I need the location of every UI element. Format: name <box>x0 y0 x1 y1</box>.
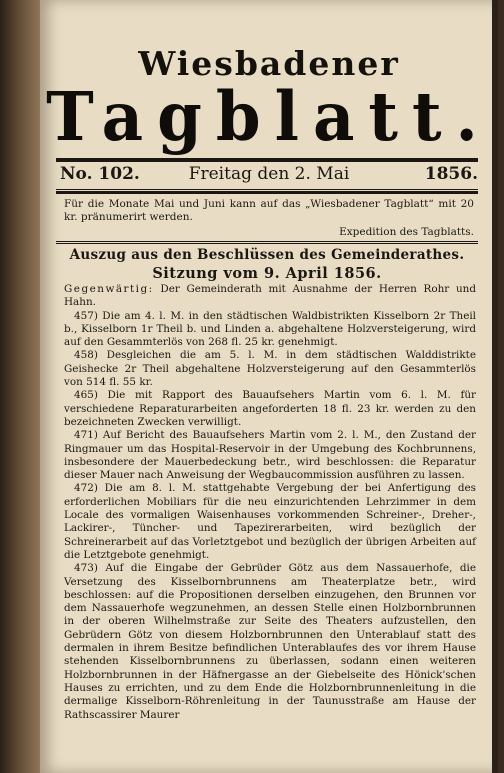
rule-issue <box>56 191 478 194</box>
resolution-465: 465) Die mit Rapport des Bauaufsehers Martin vom 6. l. M. für verschiedene Reparaturarbeiten angeforderten 18 fl. 23 kr. werden zu den bezeichneten Zwecken verwilligt. <box>64 389 476 428</box>
section-title: Auszug aus den Beschlüssen des Gemeinderathes. <box>69 247 465 263</box>
resolution-472: 472) Die am 8. l. M. stattgehabte Vergebung der bei Anfertigung des erforderlichen Mobiliars für die neu einzurichtenden Lehrzimmer in dem Locale des vormaligen Waisenhauses vorkommenden Schreiner-, Dreher-, Lackirer-, Tüncher- und Tapezirerarbeiten, wird bezüglich der Schreinerarbeit auf das Vorletztgebot und bezüglich der übrigen Arbeiten auf die Letztgebote genehmigt. <box>64 482 476 561</box>
issue-year: 1856. <box>424 164 478 184</box>
newspaper-page <box>40 0 498 773</box>
rule-issue-thin <box>56 189 478 190</box>
attendance-text: Der Gemeinderath mit Ausnahme der Herren Rohr und Hahn. <box>64 283 476 309</box>
notice-text: Für die Monate Mai und Juni kann auf das „Wiesbadener Tagblatt“ mit 20 kr. pränumerirt werden. <box>64 198 474 223</box>
resolution-457: 457) Die am 4. l. M. in den städtischen Waldbistrikten Kisselborn 2r Theil b., Kisselborn 1r Theil b. und Linden a. abgehaltene Holzversteigerung, wird auf den Gesammterlös von 268 fl. 25 kr. genehmigt. <box>64 309 476 349</box>
issue-number: No. 102. <box>60 164 140 184</box>
resolution-473: 473) Auf die Eingabe der Gebrüder Götz aus dem Nassauerhofe, die Versetzung des Kisselbornbrunnens am Theaterplatze betr., wird beschlossen: auf die Propositionen derselben einzugehen, den Brunnen vor dem Nassauerhofe wegzunehmen, an dessen Stelle einen Holzbornbrunnen in der oberen Wilhelmstraße zur Seite des Theaters aufzustellen, den Gebrüdern Götz von diesem Holzbornbrunnen den Unterablauf statt des dermalen in ihrem Besitze befindlichen Unterablaufes des vor ihrem Hause stehenden Kisselbornbrunnens zu überlassen, sodann einen weiteren Holzbornbrunnen in der Häfnergasse an der Giebelseite des Hönick'schen Hauses zu errichten, und zu dem Ende die Holzbornbrunnenleitung in die dermalige Kisselborn-Röhrenleitung in der Taunusstraße am Hause der Rathscassirer Maurer <box>64 562 476 721</box>
section-subtitle: Sitzung vom 9. April 1856. <box>152 265 382 282</box>
rule-section <box>56 241 478 242</box>
notice-signature: Expedition des Tagblatts. <box>339 226 474 238</box>
masthead-title: Tagblatt. <box>46 78 492 157</box>
masthead-city: Wiesbadener <box>138 44 400 83</box>
attendance-paragraph <box>64 283 476 310</box>
issue-date: Freitag den 2. Mai <box>188 164 350 184</box>
issue-line <box>60 164 478 188</box>
resolution-471: 471) Auf Bericht des Bauaufsehers Martin vom 2. l. M., den Zustand der Ringmauer um das Hospital-Reservoir in der Umgebung des Kochbrunnens, insbesondere der Mauerbedeckung betr., wird beschlossen: die Reparatur dieser Mauer nach Anweisung der Wegbaucommission ausführen zu lassen. <box>64 429 476 482</box>
subscription-notice <box>64 198 474 239</box>
attendance-lead: Gegenwärtig: <box>64 283 154 295</box>
rule-top-thin <box>56 161 478 162</box>
article-body <box>64 283 476 722</box>
book-binding <box>0 0 40 773</box>
resolution-458: 458) Desgleichen die am 5. l. M. in dem städtischen Walddistrikte Geishecke 2r Theil abgehaltene Holzversteigerung auf den Gesammterlös von 514 fl. 55 kr. <box>64 349 476 389</box>
rule-section-2 <box>56 243 478 244</box>
